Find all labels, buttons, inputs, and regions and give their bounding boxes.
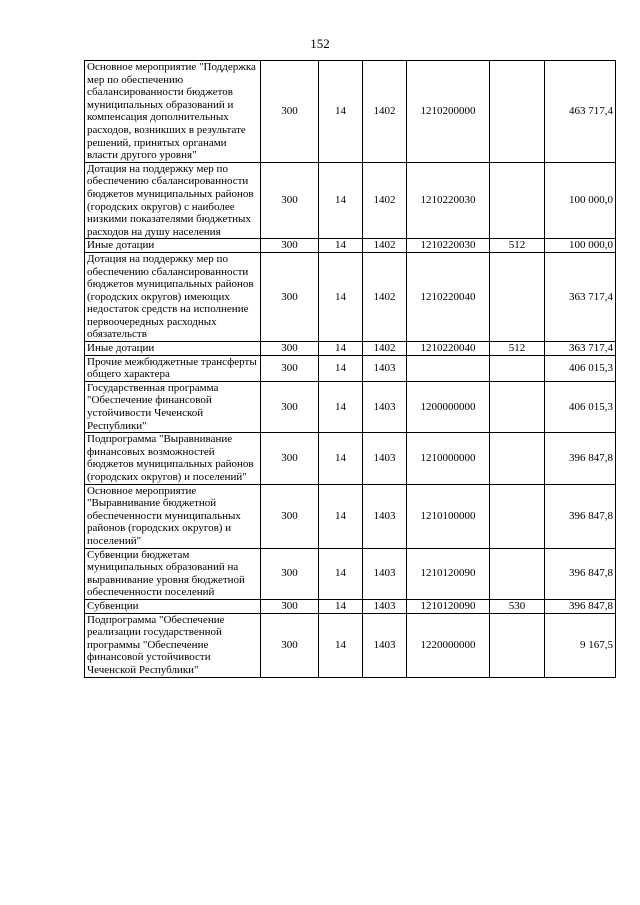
cell-csr: 1210120090	[407, 548, 490, 599]
cell-ved: 300	[261, 548, 319, 599]
cell-pr: 1402	[363, 252, 407, 341]
cell-vr	[490, 252, 545, 341]
cell-csr: 1210220030	[407, 239, 490, 253]
cell-csr: 1210100000	[407, 484, 490, 548]
cell-amount: 406 015,3	[545, 355, 616, 381]
cell-vr	[490, 162, 545, 239]
cell-csr: 1210200000	[407, 61, 490, 163]
cell-rz: 14	[319, 252, 363, 341]
cell-amount: 363 717,4	[545, 252, 616, 341]
cell-pr: 1403	[363, 433, 407, 484]
table-row	[85, 613, 616, 677]
cell-ved: 300	[261, 342, 319, 356]
cell-vr	[490, 61, 545, 163]
cell-amount: 363 717,4	[545, 342, 616, 356]
cell-rz: 14	[319, 548, 363, 599]
cell-rz: 14	[319, 433, 363, 484]
cell-name: Государственная программа "Обеспечение финансовой устойчивости Чеченской Республики"	[85, 381, 261, 432]
cell-pr: 1403	[363, 599, 407, 613]
page-number: 152	[310, 36, 330, 51]
cell-pr: 1403	[363, 355, 407, 381]
cell-vr	[490, 548, 545, 599]
cell-csr: 1210220030	[407, 162, 490, 239]
cell-name: Иные дотации	[85, 239, 261, 253]
cell-ved: 300	[261, 162, 319, 239]
cell-ved: 300	[261, 381, 319, 432]
table-row	[85, 342, 616, 356]
cell-pr: 1402	[363, 239, 407, 253]
cell-amount: 100 000,0	[545, 162, 616, 239]
cell-vr	[490, 381, 545, 432]
cell-rz: 14	[319, 599, 363, 613]
cell-ved: 300	[261, 484, 319, 548]
table-row	[85, 61, 616, 163]
cell-amount: 9 167,5	[545, 613, 616, 677]
cell-pr: 1403	[363, 484, 407, 548]
cell-vr	[490, 433, 545, 484]
table-row	[85, 162, 616, 239]
cell-ved: 300	[261, 61, 319, 163]
cell-csr: 1200000000	[407, 381, 490, 432]
table-row	[85, 548, 616, 599]
cell-amount: 396 847,8	[545, 599, 616, 613]
cell-rz: 14	[319, 355, 363, 381]
budget-table	[84, 60, 616, 678]
cell-rz: 14	[319, 342, 363, 356]
cell-vr	[490, 613, 545, 677]
table-row	[85, 599, 616, 613]
cell-vr: 530	[490, 599, 545, 613]
cell-ved: 300	[261, 355, 319, 381]
cell-rz: 14	[319, 239, 363, 253]
cell-name: Прочие межбюджетные трансферты общего характера	[85, 355, 261, 381]
cell-ved: 300	[261, 239, 319, 253]
table-row	[85, 252, 616, 341]
cell-vr: 512	[490, 342, 545, 356]
table-row	[85, 355, 616, 381]
cell-amount: 396 847,8	[545, 433, 616, 484]
cell-name: Основное мероприятие "Выравнивание бюджетной обеспеченности муниципальных районов (городских округов) и поселений"	[85, 484, 261, 548]
cell-pr: 1402	[363, 342, 407, 356]
cell-pr: 1402	[363, 61, 407, 163]
cell-rz: 14	[319, 61, 363, 163]
cell-rz: 14	[319, 484, 363, 548]
cell-name: Основное мероприятие "Поддержка мер по обеспечению сбалансированности бюджетов муниципальных образований и компенсация дополнительных расходов, возникших в результате решений, принятых органами власти другого уровня"	[85, 61, 261, 163]
cell-vr	[490, 484, 545, 548]
table-row	[85, 239, 616, 253]
cell-csr: 1210120090	[407, 599, 490, 613]
cell-name: Иные дотации	[85, 342, 261, 356]
cell-vr	[490, 355, 545, 381]
cell-csr: 1210220040	[407, 342, 490, 356]
cell-vr: 512	[490, 239, 545, 253]
cell-name: Дотация на поддержку мер по обеспечению сбалансированности бюджетов муниципальных районов (городских округов) имеющих недостаток средств на исполнение первоочередных расходных обязательств	[85, 252, 261, 341]
cell-rz: 14	[319, 162, 363, 239]
cell-csr: 1210220040	[407, 252, 490, 341]
cell-pr: 1402	[363, 162, 407, 239]
cell-name: Дотация на поддержку мер по обеспечению сбалансированности бюджетов муниципальных районов (городских округов) с наиболее низкими показателями бюджетных расходов на душу населения	[85, 162, 261, 239]
cell-amount: 463 717,4	[545, 61, 616, 163]
cell-csr: 1220000000	[407, 613, 490, 677]
cell-ved: 300	[261, 433, 319, 484]
table-row	[85, 433, 616, 484]
cell-amount: 396 847,8	[545, 548, 616, 599]
cell-amount: 396 847,8	[545, 484, 616, 548]
cell-pr: 1403	[363, 381, 407, 432]
cell-ved: 300	[261, 252, 319, 341]
cell-pr: 1403	[363, 548, 407, 599]
cell-name: Подпрограмма "Обеспечение реализации государственной программы "Обеспечение финансовой устойчивости Чеченской Республики"	[85, 613, 261, 677]
cell-rz: 14	[319, 381, 363, 432]
cell-pr: 1403	[363, 613, 407, 677]
cell-rz: 14	[319, 613, 363, 677]
cell-ved: 300	[261, 613, 319, 677]
cell-csr	[407, 355, 490, 381]
table-row	[85, 381, 616, 432]
cell-ved: 300	[261, 599, 319, 613]
cell-csr: 1210000000	[407, 433, 490, 484]
table-body	[85, 61, 616, 678]
table-row	[85, 484, 616, 548]
cell-amount: 100 000,0	[545, 239, 616, 253]
cell-name: Подпрограмма "Выравнивание финансовых возможностей бюджетов муниципальных районов (городских округов) и поселений"	[85, 433, 261, 484]
cell-name: Субвенции	[85, 599, 261, 613]
cell-name: Субвенции бюджетам муниципальных образований на выравнивание уровня бюджетной обеспеченности поселений	[85, 548, 261, 599]
cell-amount: 406 015,3	[545, 381, 616, 432]
